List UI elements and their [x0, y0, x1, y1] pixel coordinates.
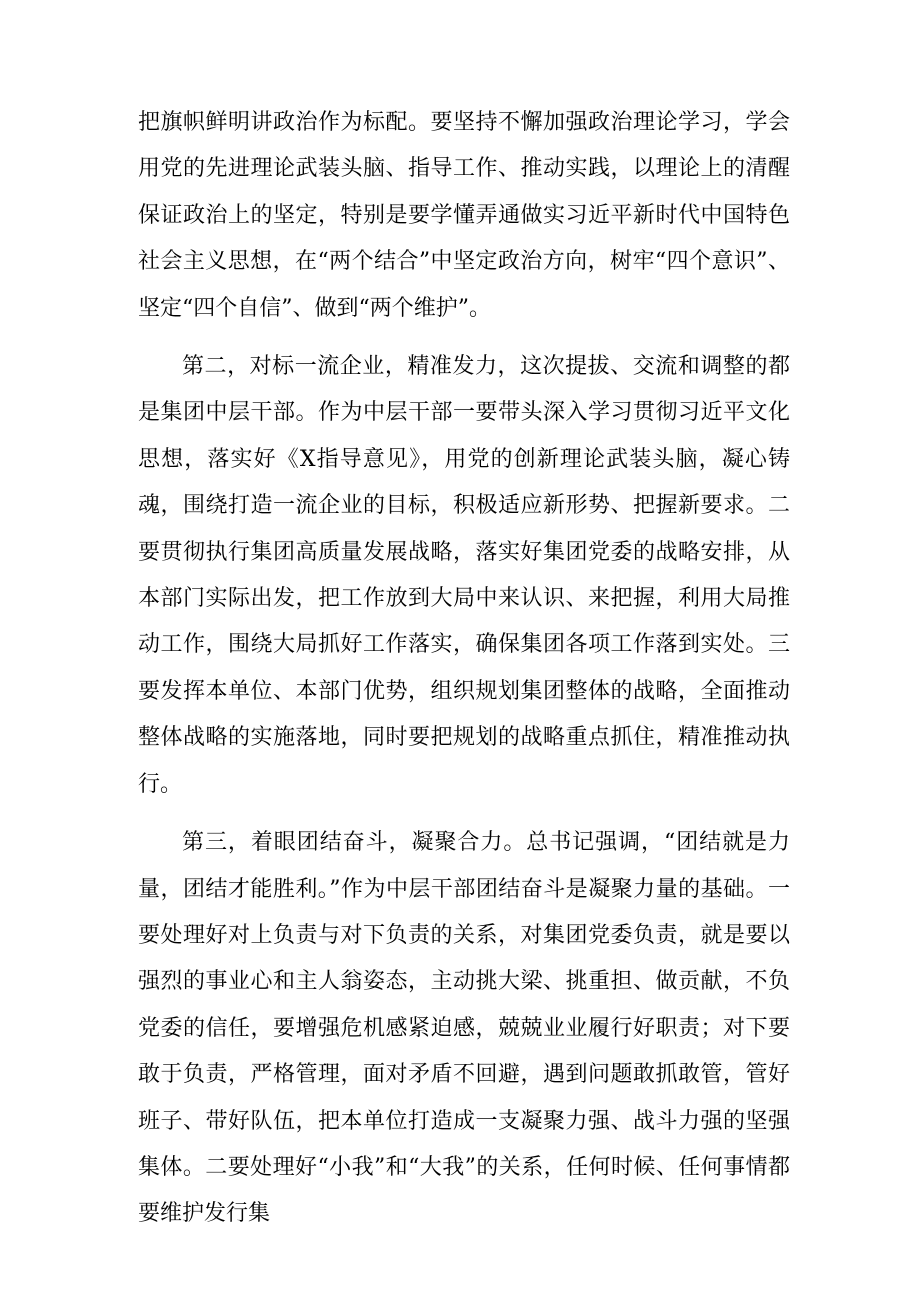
document-page	[138, 100, 790, 1250]
paragraph-2: 第二，对标一流企业，精准发力，这次提拔、交流和调整的都是集团中层干部。作为中层干部一要带头深入学习贯彻习近平文化思想，落实好《X指导意见》，用党的创新理论武装头脑，凝心铸魂，围绕打造一流企业的目标，积极适应新形势、把握新要求。二要贯彻执行集团高质量发展战略，落实好集团党委的战略安排，从本部门实际出发，把工作放到大局中来认识、来把握，利用大局推动工作，围绕大局抓好工作落实，确保集团各项工作落到实处。三要发挥本单位、本部门优势，组织规划集团整体的战略，全面推动整体战略的实施落地，同时要把规划的战略重点抓住，精准推动执行。	[138, 354, 790, 797]
paragraph-3: 第三，着眼团结奋斗，凝聚合力。总书记强调，“团结就是力量，团结才能胜利。”作为中层干部团结奋斗是凝聚力量的基础。一要处理好对上负责与对下负责的关系，对集团党委负责，就是要以强烈的事业心和主人翁姿态，主动挑大梁、挑重担、做贡献，不负党委的信任，要增强危机感紧迫感，兢兢业业履行好职责；对下要敢于负责，严格管理，面对矛盾不回避，遇到问题敢抓敢管，管好班子、带好队伍，把本单位打造成一支凝聚力强、战斗力强的坚强集体。二要处理好“小我”和“大我”的关系，任何时候、任何事情都要维护发行集	[138, 830, 790, 1227]
paragraph-1: 把旗帜鲜明讲政治作为标配。要坚持不懈加强政治理论学习，学会用党的先进理论武装头脑、指导工作、推动实践，以理论上的清醒保证政治上的坚定，特别是要学懂弄通做实习近平新时代中国特色社会主义思想，在“两个结合”中坚定政治方向，树牢“四个意识”、坚定“四个自信”、做到“两个维护”。	[138, 110, 790, 321]
